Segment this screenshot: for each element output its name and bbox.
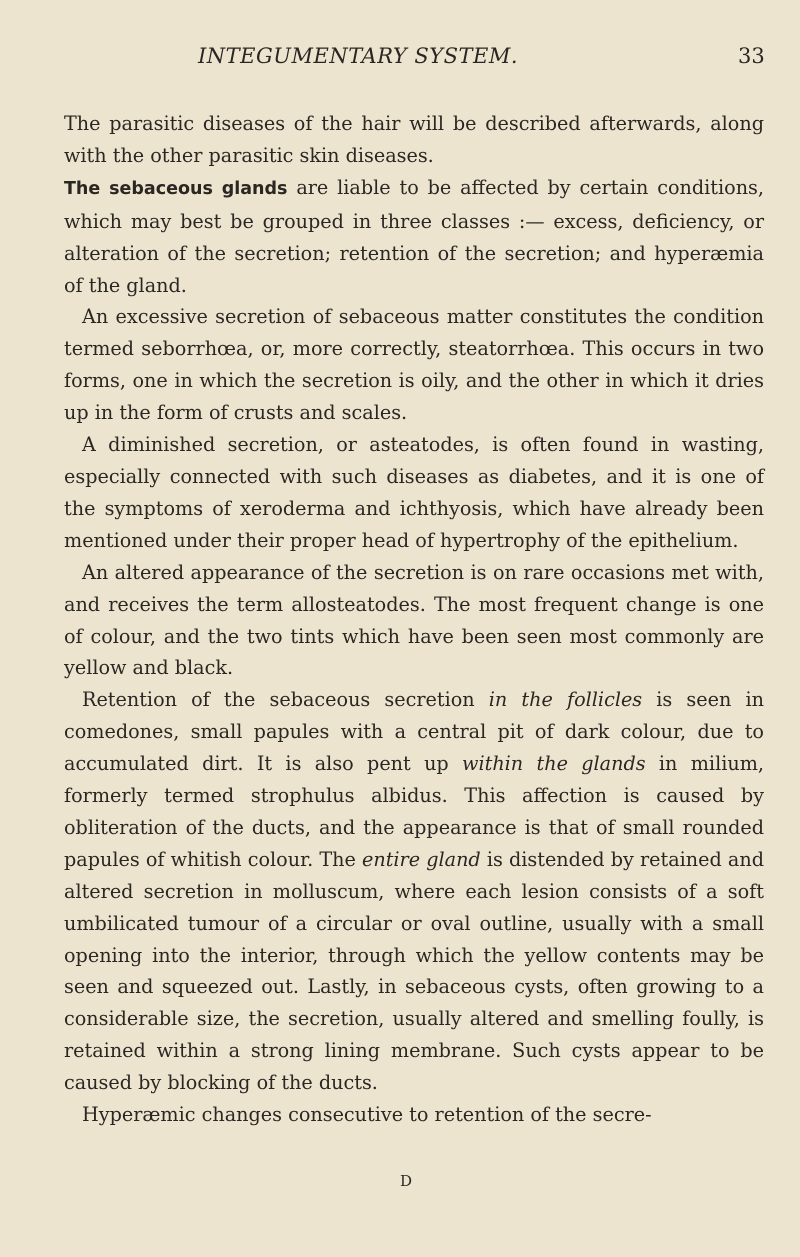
paragraph-text: are liable to be affected by certain conditions, which may best be grouped in three classes :— excess, deficiency, or alteration of the secretion; retention of the secretion; and hyperæmia of the gland.: [64, 175, 764, 297]
paragraph-text: An altered appearance of the secretion is on rare occasions met with, and receives the term allosteatodes. The most frequent change is one of colour, and the two tints which have been seen most commonly are yellow and black.: [64, 560, 764, 680]
paragraph-excessive-secretion: [64, 301, 764, 429]
signature-mark: D: [400, 1172, 414, 1190]
page-number: 33: [738, 44, 765, 68]
paragraph-text: Hyperæmic changes consecutive to retention of the secre-: [82, 1103, 652, 1127]
emphasis-text: within the glands: [462, 752, 646, 776]
paragraph-hyperaemic-changes: [64, 1099, 764, 1131]
paragraph-sebaceous-glands: [64, 172, 764, 302]
paragraph-retention: [64, 684, 764, 1099]
paragraph-text: in milium, formerly termed strophulus albidus. This affection is caused by obliteration of the ducts, and the appearance is that of small rounded papules of whitish colour. The: [64, 752, 764, 871]
paragraph-text: is distended by retained and altered secretion in molluscum, where each lesion consists of a soft umbilicated tumour of a circular or oval outline, usually with a small opening into the interior, through which the yellow contents may be seen and squeezed out. Lastly, in sebaceous cysts, often growing to a considerable size, the secretion, usually altered and smelling foully, is retained within a strong lining membrane. Such cysts appear to be caused by blocking of the ducts.: [64, 847, 764, 1095]
paragraph-text: A diminished secretion, or asteatodes, is often found in wasting, especially connected with such diseases as diabetes, and it is one of the symptoms of xeroderma and ichthyosis, which have already been mentioned under their proper head of hypertrophy of the epithelium.: [64, 433, 764, 552]
emphasis-text: entire gland: [362, 847, 481, 871]
paragraph-parasitic-hair: [64, 108, 764, 172]
body-text: [64, 108, 764, 1131]
section-lead: The sebaceous glands: [64, 178, 288, 199]
emphasis-text: in the follicles: [488, 688, 643, 712]
paragraph-text: The parasitic diseases of the hair will be described afterwards, along with the other parasitic skin diseases.: [64, 112, 764, 167]
paragraph-text: An excessive secretion of sebaceous matter constitutes the condition termed seborrhœa, or, more correctly, steatorrhœa. This occurs in two forms, one in which the secretion is oily, and the other in which it dries up in the form of crusts and scales.: [64, 305, 764, 425]
paragraph-text: is seen in comedones, small papules with a central pit of dark colour, due to accumulated dirt. It is also pent up: [64, 688, 764, 776]
paragraph-text: Retention of the sebaceous secretion: [82, 688, 489, 712]
paragraph-diminished-secretion: [64, 429, 764, 557]
running-head: INTEGUMENTARY SYSTEM.: [198, 44, 519, 68]
paragraph-altered-appearance: [64, 557, 764, 685]
